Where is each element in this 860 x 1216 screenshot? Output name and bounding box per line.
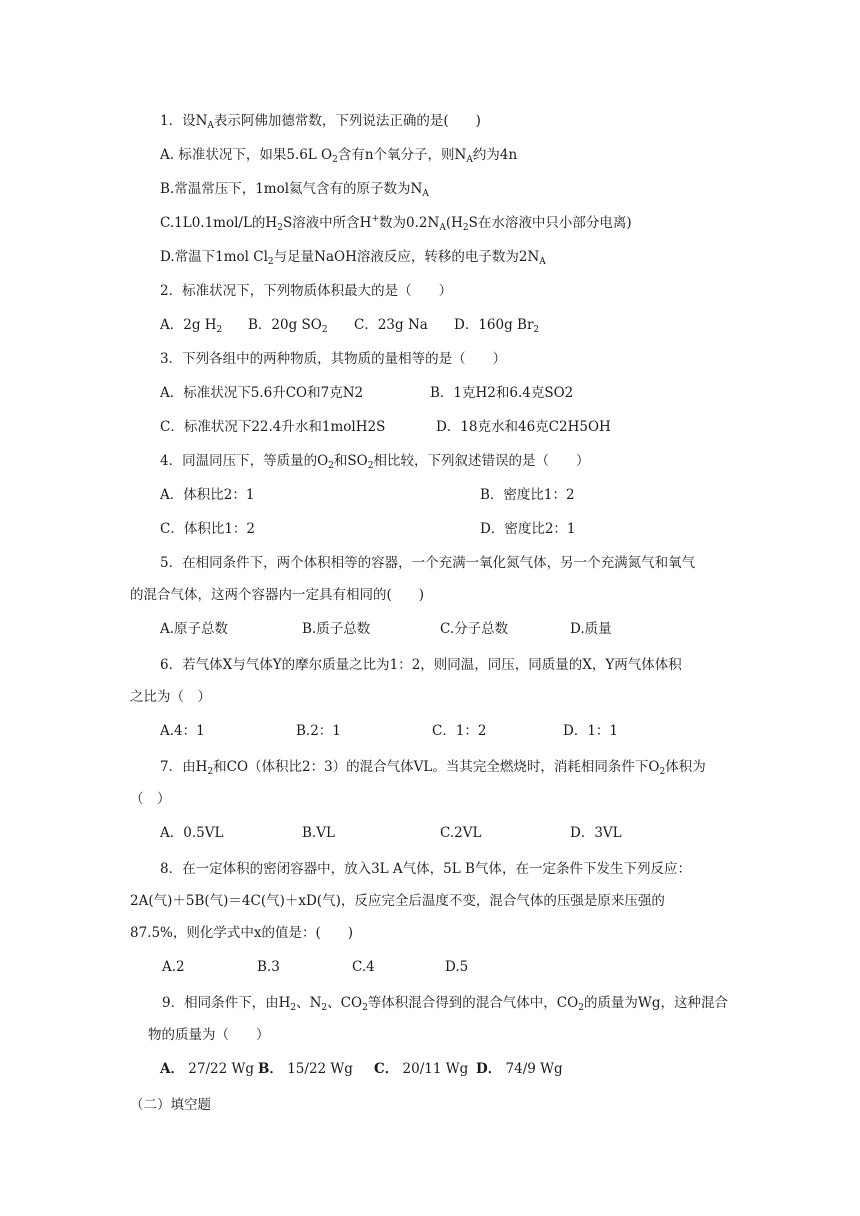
q4-stem: 4．同温同压下，等质量的$O_2$和$SO_2$相比较，下列叙述错误的是（ ） (160, 453, 590, 471)
section-heading: （二）填空题 (130, 1097, 211, 1113)
q9-stem-line-1: 9．相同条件下，由$H_2$、$N_2$、$CO_2$等体积混合得到的混合气体中，$CO_2$的质量为Wg，这种混合 (162, 995, 728, 1013)
q9-option-c (374, 1060, 468, 1078)
q8-option-b: B.3 (257, 959, 280, 975)
q8-stem-line-2: 2A(气)＋5B(气)＝4C(气)＋xD(气)，反应完全后温度不变，混合气体的压强是原来压强的 (130, 893, 665, 909)
q2-option-a: A．2g $H_2$ (160, 317, 223, 335)
q9-option-b-letter: B． (258, 1061, 283, 1077)
q7-stem-line-2: （ ） (130, 791, 171, 807)
q6-stem-line-2: 之比为（ ） (130, 689, 211, 705)
q5-stem-line-2: 的混合气体，这两个容器内一定具有相同的( ) (130, 587, 425, 603)
q1-option-b: B.常温常压下，1mol氦气含有的原子数为$N_A$ (160, 181, 429, 199)
q9-option-c-value: 20/11 Wg (402, 1061, 469, 1077)
q8-option-c: C.4 (352, 959, 375, 975)
q8-option-a: A.2 (162, 959, 185, 975)
q7-stem-line-1: 7．由$H_2$和CO（体积比2：3）的混合气体VL。当其完全燃烧时，消耗相同条件下$O_2$体积为 (160, 759, 706, 777)
q1-option-c: C.1L0.1mol/L的$H_2S$溶液中所含H+数为$0.2N_A(H_2S$在水溶液中只小部分电离) (160, 214, 632, 233)
q4-option-c: C．体积比1：2 (160, 521, 256, 537)
q6-option-b: B.2：1 (296, 723, 341, 739)
q4-option-a: A．体积比2：1 (160, 487, 255, 503)
q9-option-d (476, 1060, 563, 1078)
q9-option-a-value: 27/22 Wg (188, 1061, 254, 1077)
q5-option-d: D.质量 (570, 621, 612, 637)
q3-stem: 3．下列各组中的两种物质，其物质的量相等的是（ ） (160, 351, 507, 367)
q3-option-b: B．1克H2和6.4克SO2 (430, 385, 574, 401)
q6-option-d: D．1：1 (563, 723, 619, 739)
q4-option-b: B．密度比1：2 (480, 487, 575, 503)
q3-option-d: D．18克水和46克C2H5OH (436, 419, 611, 435)
q6-option-a: A.4：1 (160, 723, 205, 739)
q8-stem-line-3: 87.5%，则化学式中x的值是：( ) (130, 925, 354, 941)
q3-option-c: C．标准状况下22.4升水和1molH2S (160, 419, 386, 435)
q2-stem: 2．标准状况下，下列物质体积最大的是（ ） (160, 283, 453, 299)
q1-stem: 1．设$N_A$表示阿佛加德常数，下列说法正确的是( ) (160, 113, 481, 131)
q2-option-b: B．20g $SO_2$ (248, 317, 328, 335)
q8-stem-line-1: 8．在一定体积的密闭容器中，放入3L A气体，5L B气体，在一定条件下发生下列反应： (160, 861, 691, 877)
q2-option-c: C．23g Na (354, 317, 428, 333)
q7-option-c: C.2VL (440, 825, 482, 841)
q6-option-c: C．1：2 (432, 723, 487, 739)
q5-option-c: C.分子总数 (440, 621, 509, 637)
q7-option-b: B.VL (302, 825, 335, 841)
q4-option-d: D．密度比2：1 (480, 521, 576, 537)
q9-stem-line-2: 物的质量为（ ） (148, 1027, 270, 1043)
q9-option-d-letter: D． (476, 1061, 502, 1077)
q1-option-d: D.常温下1mol $Cl_2$与足量NaOH溶液反应，转移的电子数为$2N_A$ (160, 249, 546, 267)
q5-option-b: B.质子总数 (302, 621, 371, 637)
q9-option-a (160, 1060, 254, 1078)
q7-option-a: A．0.5VL (160, 825, 224, 841)
q9-option-a-letter: A． (160, 1061, 184, 1077)
q9-option-d-value: 74/9 Wg (505, 1061, 563, 1077)
q5-stem-line-1: 5．在相同条件下，两个体积相等的容器，一个充满一氧化氮气体，另一个充满氮气和氧气 (160, 555, 696, 571)
q3-option-a: A．标准状况下5.6升CO和7克N2 (160, 385, 364, 401)
q9-option-c-letter: C． (374, 1061, 399, 1077)
q2-option-d: D．160g $Br_2$ (454, 317, 540, 335)
q6-stem-line-1: 6．若气体X与气体Y的摩尔质量之比为1：2，则同温，同压，同质量的X，Y两气体体积 (160, 657, 682, 673)
q9-option-b (258, 1060, 353, 1078)
q5-option-a: A.原子总数 (160, 621, 229, 637)
q9-option-b-value: 15/22 Wg (287, 1061, 353, 1077)
q1-option-a: A. 标准状况下，如果5.6L $O_2$含有n个氧分子，则$N_A$约为4n (160, 147, 518, 165)
q7-option-d: D．3VL (570, 825, 622, 841)
q8-option-d: D.5 (445, 959, 469, 975)
